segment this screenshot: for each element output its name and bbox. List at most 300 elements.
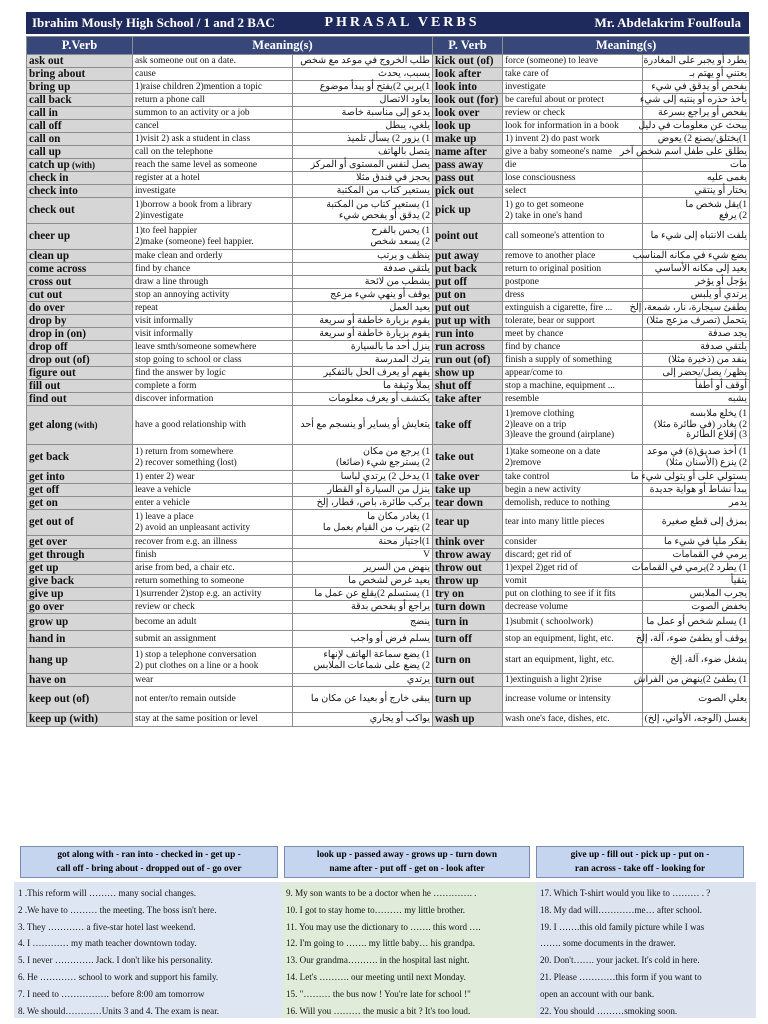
english-meaning xyxy=(133,315,293,328)
phrasal-verb: look over xyxy=(433,107,503,120)
arabic-meaning-line: يكتشف أو يعرف معلومات xyxy=(328,392,431,404)
col-header-meaning: Meaning(s) xyxy=(133,37,433,55)
arabic-meaning xyxy=(293,55,433,68)
phrasal-verb xyxy=(27,393,133,406)
english-meaning xyxy=(503,631,643,648)
english-meaning-line: find by chance xyxy=(135,263,191,274)
table-row xyxy=(27,588,750,601)
english-meaning xyxy=(133,393,293,406)
arabic-meaning-line: 1) يدخل 2) يرتدي لباسا xyxy=(340,470,431,482)
english-meaning xyxy=(503,120,643,133)
phrasal-verb: turn down xyxy=(433,601,503,614)
arabic-meaning-line: يطلق على طفل اسم شخص آخر xyxy=(619,145,748,157)
arabic-meaning xyxy=(643,536,750,549)
phrasal-verb-text: cut out xyxy=(29,288,63,301)
phrasal-verb xyxy=(27,354,133,367)
arabic-meaning xyxy=(293,536,433,549)
english-meaning-line: reach the same level as someone xyxy=(135,159,258,170)
arabic-meaning-line: 1) يرجع من مكان xyxy=(362,446,431,458)
phrasal-verb: wash up xyxy=(433,713,503,727)
arabic-meaning xyxy=(293,81,433,94)
arabic-meaning-line: يبحث عن معلومات في دليل xyxy=(638,119,748,131)
english-meaning xyxy=(503,302,643,315)
phrasal-verb xyxy=(27,549,133,562)
english-meaning-line: return something to someone xyxy=(135,575,245,586)
english-meaning-line: start an equipment, light, etc. xyxy=(505,655,615,666)
phrasal-verb: take off xyxy=(433,406,503,445)
exercise-sentence: 11. You may use the dictionary to ……. this word …. xyxy=(286,921,481,932)
phrasal-verb-text: go over xyxy=(29,600,65,613)
phrasal-verb xyxy=(27,55,133,68)
phrasal-verb-text: get into xyxy=(29,470,65,483)
english-meaning-line: 1) invent 2) do past work xyxy=(505,133,600,144)
arabic-meaning-line: 2) ينزع (الأسنان مثلا) xyxy=(666,456,748,468)
english-meaning-line: 2) avoid an unpleasant activity xyxy=(135,522,251,533)
arabic-meaning-line: 1) يزور 2) يسأل تلميذ xyxy=(346,132,431,144)
arabic-meaning xyxy=(639,93,750,107)
word-bank-line: give up - fill out - pick up - put on - xyxy=(570,850,710,860)
english-meaning-line: look for information in a book xyxy=(505,120,619,131)
phrasal-verb xyxy=(27,497,133,510)
english-meaning-line: 1)surrender 2)stop e.g. an activity xyxy=(135,588,262,599)
arabic-meaning-line: يصل لنفس المستوى أو المركز xyxy=(310,158,431,170)
arabic-meaning xyxy=(293,159,433,172)
phrasal-verb: turn off xyxy=(433,631,503,648)
table-row xyxy=(27,406,750,445)
english-meaning-line: review or check xyxy=(135,601,195,612)
english-meaning-line: register at a hotel xyxy=(135,172,200,183)
english-meaning-line: 1)raise children 2)mention a topic xyxy=(135,81,263,92)
table-row xyxy=(27,133,750,146)
english-meaning xyxy=(133,536,293,549)
exercise-sentence: 12. I'm going to ……. my little baby… his grandpa. xyxy=(286,938,476,949)
english-meaning xyxy=(133,276,293,289)
arabic-meaning xyxy=(293,120,433,133)
word-bank-line: call off - bring about - dropped out of - go over xyxy=(56,864,242,874)
english-meaning xyxy=(133,120,293,133)
phrasal-verb: look after xyxy=(433,68,503,81)
english-meaning-line: tear into many little pieces xyxy=(505,517,605,528)
english-meaning-line: visit informally xyxy=(135,315,194,326)
phrasal-verb-text: get up xyxy=(29,561,59,574)
arabic-meaning xyxy=(643,354,750,367)
arabic-meaning xyxy=(643,68,750,81)
english-meaning xyxy=(503,263,643,276)
english-meaning-line: cancel xyxy=(135,120,159,131)
english-meaning xyxy=(133,263,293,276)
phrasal-verb-text: drop by xyxy=(29,314,67,327)
phrasal-verb-text: give back xyxy=(29,574,75,587)
phrasal-verb xyxy=(27,185,133,198)
page-header xyxy=(26,12,749,34)
phrasal-verb: look out (for) xyxy=(433,94,503,107)
phrasal-verb: show up xyxy=(433,367,503,380)
arabic-meaning xyxy=(293,302,433,315)
arabic-meaning xyxy=(638,119,750,133)
arabic-meaning xyxy=(643,601,750,614)
english-meaning-line: stop an annoying activity xyxy=(135,289,230,300)
table-row xyxy=(27,315,750,328)
arabic-meaning xyxy=(293,406,433,445)
english-meaning-line: stop an equipment, light, etc. xyxy=(505,633,614,644)
phrasal-verb-text: get out of xyxy=(29,516,74,529)
exercise-sentence: 21. Please …………this form if you want to xyxy=(540,971,702,982)
phrasal-verb xyxy=(27,614,133,631)
arabic-meaning xyxy=(643,133,750,146)
arabic-meaning-line: 1)يقل شخص ما xyxy=(685,199,748,211)
phrasal-verb-text: call in xyxy=(29,106,58,119)
phrasal-verb: put out xyxy=(433,302,503,315)
arabic-meaning xyxy=(643,687,750,713)
english-meaning xyxy=(503,315,643,328)
phrasal-verb-text: fill out xyxy=(29,379,61,392)
exercise-sentence: 5. I never …………. Jack. I don't like his personality. xyxy=(18,955,213,966)
arabic-meaning xyxy=(293,687,433,713)
table-row xyxy=(27,328,750,341)
arabic-meaning-line: يسبب، يحدث xyxy=(378,67,431,79)
exercise-sentence: 10. I got to stay home to……… my little brother. xyxy=(286,904,466,915)
table-row xyxy=(27,601,750,614)
phrasal-verb: take out xyxy=(433,445,503,471)
arabic-meaning xyxy=(643,185,750,198)
arabic-meaning xyxy=(293,172,433,185)
arabic-meaning-line: يستولي على أو يتولى شيء ما xyxy=(630,470,748,482)
english-meaning-line: submit an assignment xyxy=(135,633,217,644)
english-meaning-line: review or check xyxy=(505,107,565,118)
english-meaning xyxy=(133,484,293,497)
english-meaning xyxy=(503,367,643,380)
school-name: Ibrahim Mously High School / 1 and 2 BAC xyxy=(32,15,275,30)
word-bank-1 xyxy=(20,846,278,878)
word-bank-3 xyxy=(536,846,744,878)
arabic-meaning xyxy=(643,380,750,393)
english-meaning xyxy=(503,648,643,674)
arabic-meaning xyxy=(293,354,433,367)
english-meaning-line: 1)submit ( schoolwork) xyxy=(505,616,594,627)
arabic-meaning xyxy=(643,648,750,674)
english-meaning-line: find by chance xyxy=(505,341,561,352)
arabic-meaning-line: يدعو إلى مناسبة خاصة xyxy=(341,106,431,118)
arabic-meaning-line: يتقيأ xyxy=(730,574,748,586)
teacher-name: Mr. Abdelakrim Foulfoula xyxy=(594,15,741,30)
arabic-meaning-line: 1) يخلع ملابسه xyxy=(689,408,748,420)
arabic-meaning-line: يترك المدرسة xyxy=(374,353,431,365)
arabic-meaning xyxy=(293,614,433,631)
arabic-meaning-line: ينهض من السرير xyxy=(363,561,431,573)
english-meaning xyxy=(133,354,293,367)
english-meaning-line: repeat xyxy=(135,302,158,313)
english-meaning-line: tolerate, bear or support xyxy=(505,315,595,326)
english-meaning-line: lose consciousness xyxy=(505,172,576,183)
arabic-meaning-line: يلتقي صدفة xyxy=(383,262,431,274)
english-meaning xyxy=(133,510,293,536)
phrasal-verb xyxy=(27,68,133,81)
arabic-meaning xyxy=(293,380,433,393)
phrasal-verb xyxy=(27,159,133,172)
english-meaning xyxy=(503,549,643,562)
arabic-meaning-line: ينزل أحد ما بالسيارة xyxy=(350,340,431,352)
phrasal-verb-particle: (with) xyxy=(72,419,98,430)
arabic-meaning xyxy=(643,713,750,727)
phrasal-verb-text: keep out (of) xyxy=(29,693,90,706)
english-meaning xyxy=(133,68,293,81)
phrasal-verb: try on xyxy=(433,588,503,601)
arabic-meaning-line: يطرد أو يجبر على المغادرة xyxy=(643,54,748,66)
arabic-meaning-line: يركب طائرة، باص، قطار، إلخ xyxy=(316,496,431,508)
arabic-meaning xyxy=(293,133,433,146)
english-meaning-line: investigate xyxy=(135,185,176,196)
exercise-sentence: 19. I …….this old family picture while I was xyxy=(540,921,705,932)
english-meaning xyxy=(503,133,643,146)
exercise-sentence: open an account with our bank. xyxy=(540,988,655,999)
arabic-meaning-line: يراجع أو يفحص بدقة xyxy=(350,600,431,612)
arabic-meaning xyxy=(643,159,750,172)
arabic-meaning-line: يعيد غرض لشخص ما xyxy=(348,574,431,586)
arabic-meaning-line: 1) يستسلم 2)يقلع عن عمل ما xyxy=(314,587,431,599)
phrasal-verb: turn out xyxy=(433,674,503,687)
arabic-meaning-line: يغمى عليه xyxy=(706,171,748,183)
arabic-meaning-line: يدمر xyxy=(728,496,748,508)
english-meaning-line: 1)visit 2) ask a student in class xyxy=(135,133,251,144)
english-meaning-line: select xyxy=(505,185,527,196)
english-meaning-line: make clean and orderly xyxy=(135,250,223,261)
arabic-meaning-line: 2) يرفع xyxy=(718,209,748,221)
arabic-meaning-line: يحجز في فندق مثلا xyxy=(356,171,431,183)
phrasal-verb-text: do over xyxy=(29,301,65,314)
english-meaning-line: 2)investigate xyxy=(135,210,184,221)
arabic-meaning-line: طلب الخروج في موعد مع شخص xyxy=(300,54,431,66)
phrasal-verb-particle: (with) xyxy=(69,159,95,170)
arabic-meaning xyxy=(293,562,433,575)
english-meaning-line: 1)take someone on a date xyxy=(505,447,601,458)
arabic-meaning xyxy=(293,263,433,276)
exercise-column-1 xyxy=(14,882,282,1018)
phrasal-verb: take after xyxy=(433,393,503,406)
word-bank-line: look up - passed away - grows up - turn down xyxy=(316,850,498,860)
phrasal-verb xyxy=(27,445,133,471)
phrasal-verb xyxy=(27,562,133,575)
phrasal-verb xyxy=(27,588,133,601)
arabic-meaning-line: 3) إقلاع الطائرة xyxy=(686,429,748,441)
arabic-meaning-line: يشبه xyxy=(727,392,748,404)
exercise-sentence: ……. some documents in the drawer. xyxy=(540,938,676,949)
arabic-meaning xyxy=(633,673,750,687)
table-row xyxy=(27,68,750,81)
english-meaning-line: find the answer by logic xyxy=(135,367,226,378)
arabic-meaning xyxy=(643,341,750,354)
exercise-sentence: 22. You should ………smoking soon. xyxy=(540,1005,678,1016)
table-row xyxy=(27,263,750,276)
table-row xyxy=(27,497,750,510)
phrasal-verb: look into xyxy=(433,81,503,94)
phrasal-verb xyxy=(27,250,133,263)
phrasal-verb xyxy=(27,713,133,727)
english-meaning-line: stop a machine, equipment ... xyxy=(505,380,615,391)
english-meaning-line: 2)remove xyxy=(505,457,541,468)
table-row xyxy=(27,687,750,713)
english-meaning xyxy=(133,674,293,687)
phrasal-verb-text: drop off xyxy=(29,340,68,353)
english-meaning xyxy=(133,107,293,120)
english-meaning xyxy=(503,510,643,536)
col-header-verb: P. Verb xyxy=(433,37,503,55)
arabic-meaning xyxy=(293,224,433,250)
word-bank-line: got along with - ran into - checked in - get up - xyxy=(57,850,241,860)
phrasal-verb: run into xyxy=(433,328,503,341)
arabic-meaning-line: يلفت الانتباه إلى شيء ما xyxy=(650,230,748,242)
arabic-meaning xyxy=(293,601,433,614)
english-meaning xyxy=(503,713,643,727)
table-row xyxy=(27,146,750,159)
phrasal-verb-text: give up xyxy=(29,587,64,600)
arabic-meaning-line: يتصل بالهاتف xyxy=(378,145,431,157)
english-meaning-line: 2) recover something (lost) xyxy=(135,457,237,468)
exercise-sentence: 3. They ………… a five-star hotel last weekend. xyxy=(18,921,196,932)
arabic-meaning-line: 2) يدقق أو يفحص شيء xyxy=(338,209,431,221)
english-meaning-line: 1)to feel happier xyxy=(135,226,197,237)
arabic-meaning xyxy=(293,328,433,341)
english-meaning-line: have a good relationship with xyxy=(135,419,246,430)
arabic-meaning-line: 2) يسترجع شيء (ضائعا) xyxy=(336,456,431,468)
english-meaning xyxy=(133,445,293,471)
arabic-meaning-line: يجرب الملابس xyxy=(689,587,748,599)
english-meaning xyxy=(503,588,643,601)
english-meaning-line: draw a line through xyxy=(135,276,209,287)
table-row xyxy=(27,224,750,250)
english-meaning xyxy=(503,172,643,185)
phrasal-verb-text: have on xyxy=(29,673,66,686)
english-meaning-line: discard; get rid of xyxy=(505,549,572,560)
english-meaning-line: investigate xyxy=(505,81,546,92)
table-header-row xyxy=(27,37,750,55)
exercise-sentence: 4. I ………… my math teacher downtown today. xyxy=(18,938,197,949)
english-meaning-line: summon to an activity or a job xyxy=(135,107,250,118)
arabic-meaning xyxy=(643,588,750,601)
phrasal-verb: turn on xyxy=(433,648,503,674)
arabic-meaning-line: 1)يربي 2)يفتح أو يبدأ موضوع xyxy=(319,80,431,92)
phrasal-verb: point out xyxy=(433,224,503,250)
phrasal-verb-text: hand in xyxy=(29,632,66,645)
english-meaning xyxy=(503,393,643,406)
phrasal-verb: take up xyxy=(433,484,503,497)
arabic-meaning xyxy=(293,146,433,159)
english-meaning-line: 1) enter 2) wear xyxy=(135,471,195,482)
english-meaning-line: enter a vehicle xyxy=(135,497,190,508)
arabic-meaning xyxy=(293,674,433,687)
english-meaning-line: finish a supply of something xyxy=(505,354,612,365)
arabic-meaning-line: يعلي الصوت xyxy=(698,693,748,705)
phrasal-verb xyxy=(27,263,133,276)
phrasal-verb xyxy=(27,133,133,146)
phrasal-verb-text: get back xyxy=(29,451,70,464)
english-meaning xyxy=(133,250,293,263)
arabic-meaning-line: أوقف أو أطفأ xyxy=(695,379,748,391)
phrasal-verb: turn up xyxy=(433,687,503,713)
arabic-meaning xyxy=(643,172,750,185)
arabic-meaning-line: يواكب أو يجاري xyxy=(369,713,431,725)
col-header-verb: P.Verb xyxy=(27,37,133,55)
english-meaning-line: visit informally xyxy=(135,328,194,339)
phrasal-verb: put up with xyxy=(433,315,503,328)
english-meaning xyxy=(503,289,643,302)
phrasal-verb xyxy=(27,120,133,133)
english-meaning-line: become an adult xyxy=(135,616,197,627)
phrasal-verb: shut off xyxy=(433,380,503,393)
english-meaning-line: extinguish a cigarette, fire ... xyxy=(505,302,613,313)
phrasal-verb xyxy=(27,276,133,289)
english-meaning xyxy=(503,55,643,68)
phrasal-verb xyxy=(27,289,133,302)
english-meaning xyxy=(503,497,643,510)
table-row xyxy=(27,648,750,674)
arabic-meaning-line: 1) يستعير كتاب من المكتبة xyxy=(326,199,431,211)
english-meaning-line: stop going to school or class xyxy=(135,354,242,365)
phrasal-verb xyxy=(27,341,133,354)
english-meaning xyxy=(503,94,643,107)
arabic-meaning xyxy=(293,276,433,289)
english-meaning-line: 1) go to get someone xyxy=(505,200,584,211)
english-meaning xyxy=(133,198,293,224)
exercise-sentence: 1 .This reform will ……… many social changes. xyxy=(18,888,197,898)
english-meaning xyxy=(133,588,293,601)
table-row xyxy=(27,575,750,588)
arabic-meaning xyxy=(635,631,750,648)
phrasal-verb-text: get over xyxy=(29,535,68,548)
english-meaning-line: finish xyxy=(135,549,157,560)
table-row xyxy=(27,120,750,133)
english-meaning-line: recover from e.g. an illness xyxy=(135,536,238,547)
phrasal-verb: put back xyxy=(433,263,503,276)
phrasal-verb-text: bring about xyxy=(29,67,86,80)
english-meaning-line: call on the telephone xyxy=(135,146,213,157)
english-meaning-line: be careful about or protect xyxy=(505,94,604,105)
arabic-meaning-line: يفهم أو يعرف الحل بالتفكير xyxy=(323,366,431,378)
phrasal-verbs-table xyxy=(26,36,750,727)
arabic-meaning xyxy=(293,107,433,120)
exercise-sentence: 8. We should…………Units 3 and 4. The exam is near. xyxy=(18,1005,219,1016)
english-meaning xyxy=(133,497,293,510)
arabic-meaning xyxy=(643,575,750,588)
phrasal-verb xyxy=(27,471,133,484)
phrasal-verb-text: come across xyxy=(29,262,87,275)
table-row xyxy=(27,445,750,471)
phrasal-verb xyxy=(27,484,133,497)
english-meaning-line: return a phone call xyxy=(135,94,206,105)
phrasal-verb-text: catch up xyxy=(29,158,70,171)
english-meaning-line: leave a vehicle xyxy=(135,484,191,495)
english-meaning xyxy=(503,406,643,445)
english-meaning-line: 1) leave a place xyxy=(135,512,194,523)
phrasal-verb xyxy=(27,510,133,536)
english-meaning-line: meet by chance xyxy=(505,328,564,339)
phrasal-verb xyxy=(27,315,133,328)
phrasal-verb: pass away xyxy=(433,159,503,172)
english-meaning xyxy=(133,601,293,614)
arabic-meaning xyxy=(293,289,433,302)
arabic-meaning xyxy=(293,315,433,328)
phrasal-verb xyxy=(27,81,133,94)
english-meaning-line: begin a new activity xyxy=(505,484,581,495)
arabic-meaning-line: مات xyxy=(729,158,748,170)
english-meaning-line: decrease volume xyxy=(505,601,568,612)
phrasal-verb xyxy=(27,302,133,315)
arabic-meaning xyxy=(643,497,750,510)
arabic-meaning xyxy=(643,367,750,380)
arabic-meaning-line: يشطب من لائحة xyxy=(364,275,431,287)
arabic-meaning xyxy=(293,471,433,484)
english-meaning xyxy=(503,445,643,471)
english-meaning-line: die xyxy=(505,159,517,170)
